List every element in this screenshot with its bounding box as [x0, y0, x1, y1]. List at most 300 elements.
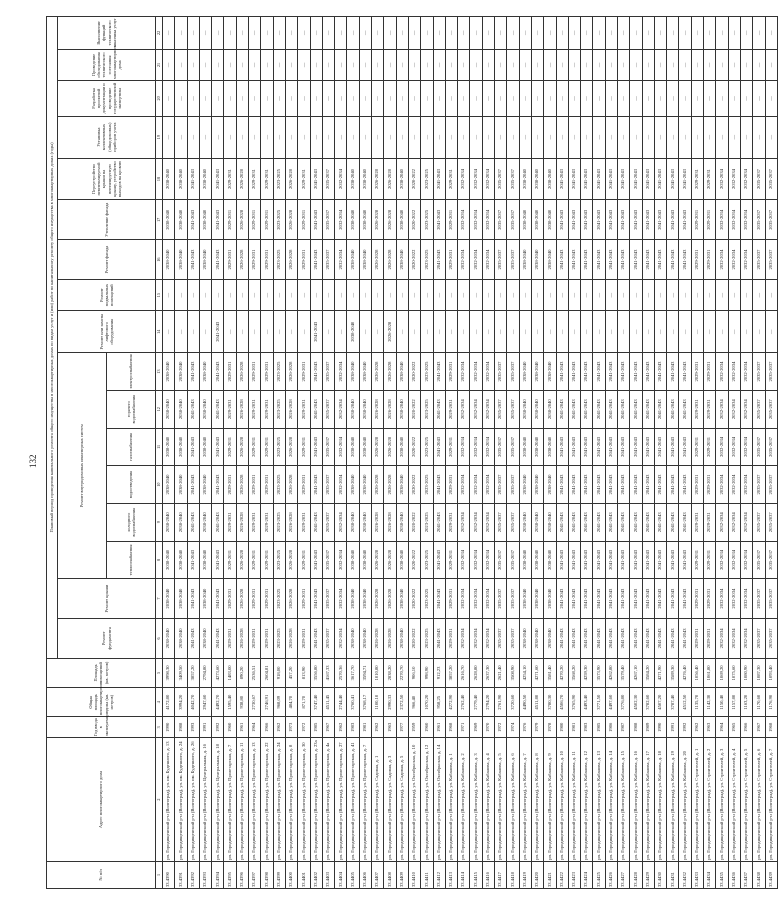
row-design-docs: —	[605, 81, 617, 117]
row-hot-water: 2035-2037	[753, 390, 765, 428]
row-drainage: 2032-2034	[470, 466, 482, 504]
row-roof: 2041-2043	[593, 579, 605, 619]
row-total-area: 1135,70	[691, 688, 703, 717]
row-elevator: —	[667, 311, 679, 353]
row-gas: 2038-2040	[163, 428, 175, 466]
row-inspection: —	[285, 49, 297, 80]
row-elevator: —	[236, 311, 248, 353]
row-insulation: 2041-2043	[617, 200, 629, 240]
row-foundation: 2029-2031	[224, 619, 236, 659]
row-facade: 2035-2037	[507, 240, 519, 280]
row-roof-rebuild: 2035-2037	[507, 158, 519, 200]
row-number: 33.4410	[408, 861, 420, 888]
row-total-area: 484,70	[285, 688, 297, 717]
row-facade: 2038-2040	[519, 240, 531, 280]
row-drainage: 2041-2043	[433, 466, 445, 504]
row-heating: 2035-2037	[753, 541, 765, 579]
row-total-area: 2762,40	[458, 688, 470, 717]
row-inspection: —	[617, 49, 629, 80]
row-facade: 2029-2031	[445, 240, 457, 280]
row-heating: 2038-2040	[544, 541, 556, 579]
row-electricity: 2029-2031	[445, 353, 457, 391]
row-drainage: 2023-2025	[421, 466, 433, 504]
row-foundation: 2038-2040	[175, 619, 187, 659]
row-premises-area: 4273,60	[212, 658, 224, 687]
row-basement: —	[667, 279, 679, 310]
row-premises-area: 3579,40	[617, 658, 629, 687]
row-basement: —	[654, 279, 666, 310]
row-year: 1986	[605, 717, 617, 738]
row-basement: —	[433, 279, 445, 310]
row-inspection: —	[273, 49, 285, 80]
row-number: 33.4431	[667, 861, 679, 888]
row-electricity: 2026-2028	[384, 353, 396, 391]
row-gas: 2035-2037	[495, 428, 507, 466]
table-row	[359, 17, 371, 889]
row-meters: —	[470, 116, 482, 158]
row-electricity: 2026-2028	[372, 353, 384, 391]
row-elevator: —	[507, 311, 519, 353]
row-facade: 2029-2031	[298, 240, 310, 280]
row-hot-water: 2041-2043	[581, 390, 593, 428]
row-design-docs: —	[458, 81, 470, 117]
row-address: рп. Городищенский р-н (Волгоград), ул. Кабанова, д. 8	[531, 738, 543, 862]
row-premises-area: 3568,20	[568, 658, 580, 687]
row-meters: —	[753, 116, 765, 158]
row-inspection: —	[716, 49, 728, 80]
row-basement: —	[335, 279, 347, 310]
row-insulation: 2029-2031	[691, 200, 703, 240]
row-insulation: 2035-2037	[495, 200, 507, 240]
row-meters: —	[556, 116, 568, 158]
header-facade: Ремонт фасада	[58, 240, 156, 280]
row-technical-customer: —	[310, 17, 322, 50]
row-total-area: 3782,60	[642, 688, 654, 717]
row-roof: 2020-2022	[408, 579, 420, 619]
row-gas: 2035-2037	[753, 428, 765, 466]
row-design-docs: —	[654, 81, 666, 117]
row-address: рп. Городищенский р-н (Волгоград), ул. Строителей, д. 5	[740, 738, 752, 862]
row-elevator: —	[187, 311, 199, 353]
row-drainage: 2038-2040	[519, 466, 531, 504]
row-number: 33.4414	[458, 861, 470, 888]
row-address: рп. Городищенский р-н (Волгоград), ул. Пролетарская, д. 23а	[310, 738, 322, 862]
row-roof-rebuild: 2038-2040	[359, 158, 371, 200]
row-basement: —	[765, 279, 777, 310]
row-drainage: 2029-2031	[445, 466, 457, 504]
row-inspection: —	[212, 49, 224, 80]
row-basement: —	[593, 279, 605, 310]
table-row	[396, 17, 408, 889]
row-hot-water: 2041-2043	[556, 390, 568, 428]
column-number-row	[156, 17, 163, 889]
row-elevator: —	[556, 311, 568, 353]
row-gas: 2041-2043	[605, 428, 617, 466]
row-insulation: 2026-2028	[372, 200, 384, 240]
row-heating: 2026-2028	[285, 541, 297, 579]
row-hot-water: 2029-2031	[261, 390, 273, 428]
row-meters: —	[740, 116, 752, 158]
row-elevator: —	[765, 311, 777, 353]
row-design-docs: —	[249, 81, 261, 117]
row-year: 1981	[568, 717, 580, 738]
row-gas: 2041-2043	[679, 428, 691, 466]
header-inspection: Проведение обследования технического состояния многоквартирного дома	[58, 49, 156, 80]
row-year: 1983	[581, 717, 593, 738]
row-heating: 2023-2025	[421, 541, 433, 579]
row-heating: 2032-2034	[470, 541, 482, 579]
row-facade: 2038-2040	[175, 240, 187, 280]
row-roof-rebuild: 2038-2040	[544, 158, 556, 200]
row-premises-area: 906,10	[408, 658, 420, 687]
row-foundation: 2032-2034	[716, 619, 728, 659]
row-design-docs: —	[224, 81, 236, 117]
row-design-docs: —	[261, 81, 273, 117]
header-foundation: Ремонт фундамента	[58, 619, 156, 659]
row-year: 1976	[519, 717, 531, 738]
row-meters: —	[249, 116, 261, 158]
row-inspection: —	[482, 49, 494, 80]
row-elevator: —	[531, 311, 543, 353]
row-roof: 2026-2028	[236, 579, 248, 619]
row-facade: 2029-2031	[261, 240, 273, 280]
row-design-docs: —	[482, 81, 494, 117]
row-insulation: 2041-2043	[212, 200, 224, 240]
row-year: 1960	[224, 717, 236, 738]
row-heating: 2041-2043	[667, 541, 679, 579]
row-heating: 2029-2031	[704, 541, 716, 579]
row-meters: —	[482, 116, 494, 158]
row-elevator: —	[470, 311, 482, 353]
row-insulation: 2029-2031	[224, 200, 236, 240]
row-total-area: 938,80	[236, 688, 248, 717]
row-electricity: 2041-2043	[556, 353, 568, 391]
row-year: 1963	[704, 717, 716, 738]
row-year: 1991	[667, 717, 679, 738]
row-total-area: 1595,40	[224, 688, 236, 717]
row-hot-water: 2029-2031	[298, 390, 310, 428]
row-roof: 2029-2031	[691, 579, 703, 619]
row-elevator: —	[716, 311, 728, 353]
row-gas: 2023-2025	[421, 428, 433, 466]
row-technical-customer: —	[581, 17, 593, 50]
row-roof: 2041-2043	[630, 579, 642, 619]
row-elevator: —	[298, 311, 310, 353]
row-meters: —	[654, 116, 666, 158]
row-inspection: —	[322, 49, 334, 80]
row-hot-water: 2035-2037	[765, 390, 777, 428]
row-inspection: —	[507, 49, 519, 80]
row-heating: 2020-2022	[408, 541, 420, 579]
row-meters: —	[396, 116, 408, 158]
row-number: 33.4421	[544, 861, 556, 888]
row-electricity: 2041-2043	[433, 353, 445, 391]
row-cold-water: 2041-2043	[568, 503, 580, 541]
row-heating: 2035-2037	[765, 541, 777, 579]
row-electricity: 2038-2040	[199, 353, 211, 391]
row-total-area: 2746,91	[261, 688, 273, 717]
row-hot-water: 2038-2040	[175, 390, 187, 428]
row-basement: —	[753, 279, 765, 310]
row-drainage: 2029-2031	[224, 466, 236, 504]
row-facade: 2029-2031	[691, 240, 703, 280]
row-foundation: 2026-2028	[236, 619, 248, 659]
row-meters: —	[605, 116, 617, 158]
row-address: рп. Городищенский р-н (Волгоград), ул. Пролетарская, д. 13	[249, 738, 261, 862]
row-premises-area: 4271,60	[531, 658, 543, 687]
row-design-docs: —	[322, 81, 334, 117]
row-premises-area: 3857,20	[187, 658, 199, 687]
row-heating: 2038-2040	[359, 541, 371, 579]
row-inspection: —	[531, 49, 543, 80]
column-number: 8	[156, 541, 163, 579]
row-basement: —	[261, 279, 273, 310]
row-roof: 2035-2037	[765, 579, 777, 619]
row-hot-water: 2041-2043	[617, 390, 629, 428]
row-year: 1962	[335, 717, 347, 738]
row-insulation: 2038-2040	[199, 200, 211, 240]
row-electricity: 2035-2037	[765, 353, 777, 391]
row-inspection: —	[581, 49, 593, 80]
row-hot-water: 2035-2037	[507, 390, 519, 428]
table-row	[728, 17, 740, 889]
row-total-area: 2947,60	[199, 688, 211, 717]
row-foundation: 2032-2034	[458, 619, 470, 659]
table-row	[654, 17, 666, 889]
row-inspection: —	[728, 49, 740, 80]
row-technical-customer: —	[322, 17, 334, 50]
row-inspection: —	[445, 49, 457, 80]
row-address: рп. Городищенский р-н (Волгоград), ул. Октябрьская, д. 10	[408, 738, 420, 862]
row-roof: 2041-2043	[605, 579, 617, 619]
row-gas: 2038-2040	[359, 428, 371, 466]
row-inspection: —	[408, 49, 420, 80]
row-roof-rebuild: 2029-2031	[691, 158, 703, 200]
row-design-docs: —	[531, 81, 543, 117]
row-address: рп. Городищенский р-н (Волгоград), ул. им. Буденного, д. 26	[187, 738, 199, 862]
row-technical-customer: —	[261, 17, 273, 50]
table-row	[236, 17, 248, 889]
row-inspection: —	[593, 49, 605, 80]
row-number: 33.4435	[716, 861, 728, 888]
row-facade: 2029-2031	[704, 240, 716, 280]
row-hot-water: 2035-2037	[495, 390, 507, 428]
row-number: 33.4395	[224, 861, 236, 888]
row-cold-water: 2029-2031	[249, 503, 261, 541]
row-roof: 2023-2025	[273, 579, 285, 619]
row-number: 33.4430	[654, 861, 666, 888]
row-premises-area: 2838,20	[384, 658, 396, 687]
row-basement: —	[728, 279, 740, 310]
row-meters: —	[691, 116, 703, 158]
row-number: 33.4396	[236, 861, 248, 888]
row-technical-customer: —	[740, 17, 752, 50]
row-cold-water: 2038-2040	[396, 503, 408, 541]
row-hot-water: 2041-2043	[212, 390, 224, 428]
row-electricity: 2023-2025	[421, 353, 433, 391]
row-insulation: 2041-2043	[310, 200, 322, 240]
row-meters: —	[519, 116, 531, 158]
row-facade: 2035-2037	[495, 240, 507, 280]
row-technical-customer: —	[482, 17, 494, 50]
row-elevator: —	[482, 311, 494, 353]
row-cold-water: 2038-2040	[544, 503, 556, 541]
table-row	[347, 17, 359, 889]
row-cold-water: 2029-2031	[224, 503, 236, 541]
row-roof-rebuild: 2026-2028	[384, 158, 396, 200]
row-meters: —	[507, 116, 519, 158]
row-insulation: 2041-2043	[667, 200, 679, 240]
row-basement: —	[470, 279, 482, 310]
row-year: 1968	[765, 717, 777, 738]
row-drainage: 2038-2040	[359, 466, 371, 504]
row-elevator: —	[163, 311, 175, 353]
row-electricity: 2029-2031	[704, 353, 716, 391]
row-cold-water: 2038-2040	[359, 503, 371, 541]
row-electricity: 2032-2034	[728, 353, 740, 391]
row-basement: —	[310, 279, 322, 310]
row-facade: 2041-2043	[212, 240, 224, 280]
row-basement: —	[285, 279, 297, 310]
row-total-area: 3994,20	[175, 688, 187, 717]
row-roof-rebuild: 2041-2043	[667, 158, 679, 200]
row-facade: 2041-2043	[617, 240, 629, 280]
row-roof: 2041-2043	[433, 579, 445, 619]
row-electricity: 2038-2040	[531, 353, 543, 391]
row-hot-water: 2029-2031	[445, 390, 457, 428]
row-basement: —	[519, 279, 531, 310]
row-year: 1981	[359, 717, 371, 738]
row-gas: 2026-2028	[384, 428, 396, 466]
row-electricity: 2038-2040	[519, 353, 531, 391]
header-elevator: Ремонт или замена лифтового оборудования	[58, 311, 156, 353]
row-total-area: 1163,20	[740, 688, 752, 717]
row-number: 33.4408	[384, 861, 396, 888]
table-row	[470, 17, 482, 889]
row-address: рп. Городищенский р-н (Волгоград), ул. Кабанова, д. 3	[470, 738, 482, 862]
row-total-area: 4172,80	[163, 688, 175, 717]
row-year: 1992	[212, 717, 224, 738]
row-gas: 2029-2031	[261, 428, 273, 466]
row-design-docs: —	[728, 81, 740, 117]
row-meters: —	[236, 116, 248, 158]
row-total-area: 1142,30	[704, 688, 716, 717]
row-drainage: 2038-2040	[199, 466, 211, 504]
row-total-area: 4493,40	[581, 688, 593, 717]
row-premises-area: 3581,40	[544, 658, 556, 687]
row-design-docs: —	[384, 81, 396, 117]
row-electricity: 2041-2043	[617, 353, 629, 391]
row-meters: —	[335, 116, 347, 158]
row-technical-customer: —	[568, 17, 580, 50]
row-elevator: —	[568, 311, 580, 353]
row-year: 1991	[199, 717, 211, 738]
row-hot-water: 2041-2043	[630, 390, 642, 428]
row-total-area: 871,70	[298, 688, 310, 717]
row-insulation: 2041-2043	[679, 200, 691, 240]
row-year: 1964	[716, 717, 728, 738]
row-roof: 2041-2043	[187, 579, 199, 619]
table-row	[458, 17, 470, 889]
row-address: рп. Городищенский р-н (Волгоград), ул. Кабанова, д. 6	[507, 738, 519, 862]
row-gas: 2038-2040	[544, 428, 556, 466]
row-heating: 2041-2043	[593, 541, 605, 579]
row-roof-rebuild: 2029-2031	[298, 158, 310, 200]
row-foundation: 2026-2028	[384, 619, 396, 659]
row-roof-rebuild: 2029-2031	[704, 158, 716, 200]
row-hot-water: 2029-2031	[249, 390, 261, 428]
row-total-area: 2990,33	[384, 688, 396, 717]
row-roof-rebuild: 2041-2043	[617, 158, 629, 200]
row-elevator: —	[740, 311, 752, 353]
row-premises-area: 1010,80	[372, 658, 384, 687]
row-cold-water: 2020-2022	[408, 503, 420, 541]
row-total-area: 3760,41	[347, 688, 359, 717]
table-row	[531, 17, 543, 889]
row-number: 33.4429	[642, 861, 654, 888]
row-premises-area: 3556,80	[310, 658, 322, 687]
row-hot-water: 2041-2043	[593, 390, 605, 428]
row-basement: —	[704, 279, 716, 310]
header-total-area: Общая площадь многоквартирного дома (кв. метров)	[47, 688, 156, 717]
row-foundation: 2038-2040	[396, 619, 408, 659]
row-electricity: 2032-2034	[458, 353, 470, 391]
row-cold-water: 2032-2034	[458, 503, 470, 541]
row-roof-rebuild: 2032-2034	[716, 158, 728, 200]
row-insulation: 2035-2037	[765, 200, 777, 240]
row-technical-customer: —	[630, 17, 642, 50]
row-foundation: 2038-2040	[544, 619, 556, 659]
row-elevator: —	[396, 311, 408, 353]
row-address: рп. Городищенский р-н (Волгоград), ул. Садовая, д. 5	[396, 738, 408, 862]
row-year: 1966	[740, 717, 752, 738]
row-design-docs: —	[445, 81, 457, 117]
row-address: рп. Городищенский р-н (Волгоград), ул. Пролетарская, д. 41	[347, 738, 359, 862]
row-elevator: —	[433, 311, 445, 353]
row-inspection: —	[224, 49, 236, 80]
row-technical-customer: —	[531, 17, 543, 50]
row-facade: 2029-2031	[224, 240, 236, 280]
table-row	[642, 17, 654, 889]
row-hot-water: 2038-2040	[531, 390, 543, 428]
row-basement: —	[372, 279, 384, 310]
row-address: рп. Городищенский р-н (Волгоград), ул. Кабанова, д. 11	[568, 738, 580, 862]
row-heating: 2041-2043	[605, 541, 617, 579]
row-elevator: —	[408, 311, 420, 353]
row-basement: —	[445, 279, 457, 310]
row-technical-customer: —	[654, 17, 666, 50]
row-hot-water: 2032-2034	[470, 390, 482, 428]
row-insulation: 2032-2034	[728, 200, 740, 240]
row-roof: 2041-2043	[568, 579, 580, 619]
row-meters: —	[187, 116, 199, 158]
row-roof-rebuild: 2029-2031	[249, 158, 261, 200]
row-electricity: 2029-2031	[224, 353, 236, 391]
table-row	[199, 17, 211, 889]
row-premises-area: 2621,40	[495, 658, 507, 687]
row-address: рп. Городищенский р-н (Волгоград), ул. Кабанова, д. 15	[617, 738, 629, 862]
row-year: 1980	[556, 717, 568, 738]
row-premises-area: 890,20	[236, 658, 248, 687]
row-roof: 2041-2043	[642, 579, 654, 619]
row-meters: —	[495, 116, 507, 158]
row-gas: 2041-2043	[187, 428, 199, 466]
row-number: 33.4433	[691, 861, 703, 888]
row-premises-area: 457,20	[285, 658, 297, 687]
row-elevator: —	[421, 311, 433, 353]
row-insulation: 2023-2025	[421, 200, 433, 240]
row-year: 1963	[384, 717, 396, 738]
